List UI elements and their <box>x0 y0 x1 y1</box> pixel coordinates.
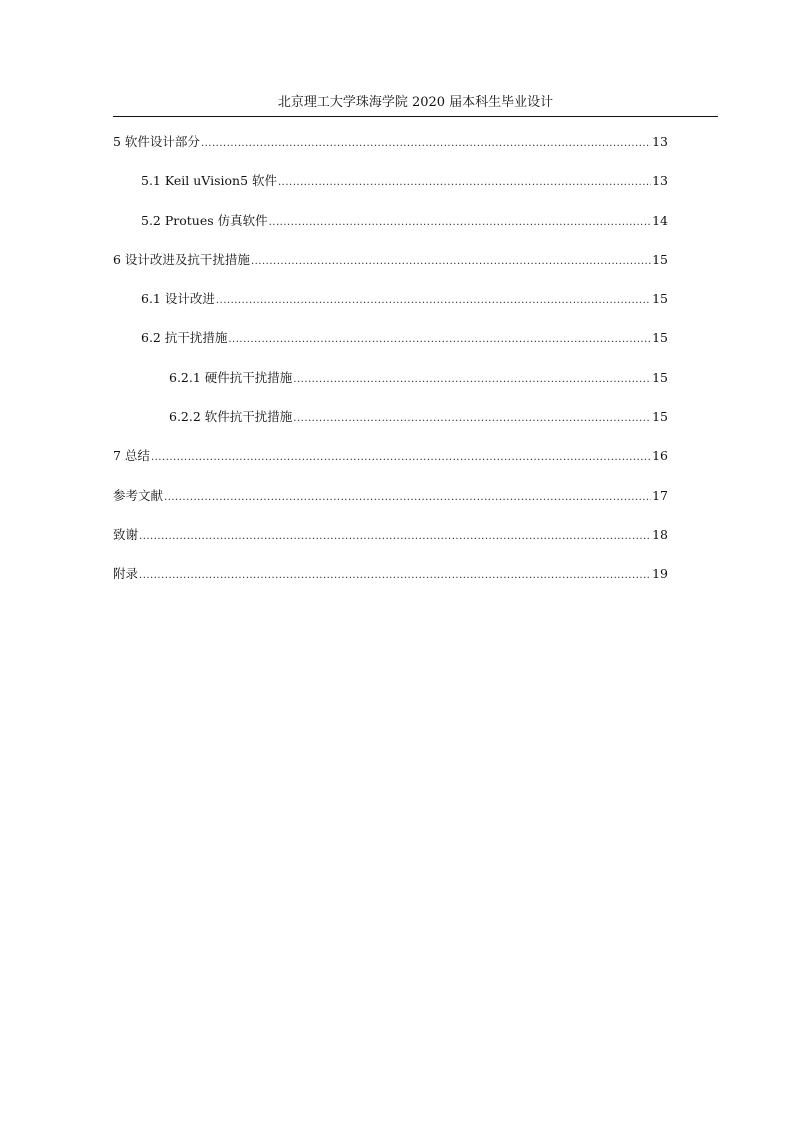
toc-dot-leader <box>151 447 651 469</box>
toc-entry-page: 18 <box>652 526 668 542</box>
toc-entry[interactable] <box>113 249 668 288</box>
toc-entry-title: 7 总结 <box>113 448 150 464</box>
toc-entry[interactable] <box>113 406 668 445</box>
toc-entry[interactable] <box>113 563 668 602</box>
toc-dot-leader <box>278 172 651 194</box>
toc-entry-page: 14 <box>652 212 668 228</box>
toc-entry-title: 6.2.2 软件抗干扰措施 <box>169 409 293 425</box>
toc-entry-title: 6.2 抗干扰措施 <box>141 330 228 346</box>
toc-entry[interactable] <box>113 288 668 327</box>
toc-entry-page: 19 <box>652 566 668 582</box>
toc-entry-page: 15 <box>652 369 668 385</box>
toc-entry-page: 15 <box>652 251 668 267</box>
toc-dot-leader <box>293 369 651 391</box>
toc-entry[interactable] <box>113 524 668 563</box>
toc-dot-leader <box>164 487 651 509</box>
toc-entry-page: 15 <box>652 330 668 346</box>
toc-entry[interactable] <box>113 367 668 406</box>
toc-entry[interactable] <box>113 445 668 484</box>
toc-dot-leader <box>269 212 651 234</box>
toc-dot-leader <box>228 329 651 351</box>
toc-dot-leader <box>139 565 651 587</box>
toc-entry-title: 附录 <box>113 566 139 582</box>
toc-entry[interactable] <box>113 170 668 209</box>
toc-entry-title: 6.2.1 硬件抗干扰措施 <box>169 369 293 385</box>
toc-entry-page: 15 <box>652 409 668 425</box>
toc-entry-page: 13 <box>652 134 668 149</box>
toc-entry[interactable] <box>113 485 668 524</box>
toc-entry-title: 5 软件设计部分 <box>113 134 200 149</box>
toc-entry[interactable] <box>113 210 668 249</box>
toc-dot-leader <box>251 251 651 273</box>
toc-entry-title: 6 设计改进及抗干扰措施 <box>113 251 250 267</box>
toc-entry-page: 15 <box>652 291 668 307</box>
toc-dot-leader <box>139 526 651 548</box>
toc-entry-title: 参考文献 <box>113 487 164 503</box>
table-of-contents <box>113 131 668 603</box>
toc-entry[interactable] <box>113 327 668 366</box>
toc-entry-page: 17 <box>652 487 668 503</box>
toc-entry-title: 5.1 Keil uVision5 软件 <box>141 173 277 189</box>
toc-entry-page: 13 <box>652 173 668 189</box>
toc-dot-leader <box>216 290 651 312</box>
toc-entry[interactable] <box>113 131 668 170</box>
toc-dot-leader <box>201 133 651 155</box>
header-title: 北京理工大学珠海学院 2020 届本科生毕业设计 <box>277 95 554 110</box>
toc-dot-leader <box>293 408 651 430</box>
toc-entry-title: 5.2 Protues 仿真软件 <box>141 212 268 228</box>
toc-entry-page: 16 <box>652 448 668 464</box>
toc-entry-title: 6.1 设计改进 <box>141 291 215 307</box>
toc-entry-title: 致谢 <box>113 526 139 542</box>
page-header <box>113 92 718 117</box>
